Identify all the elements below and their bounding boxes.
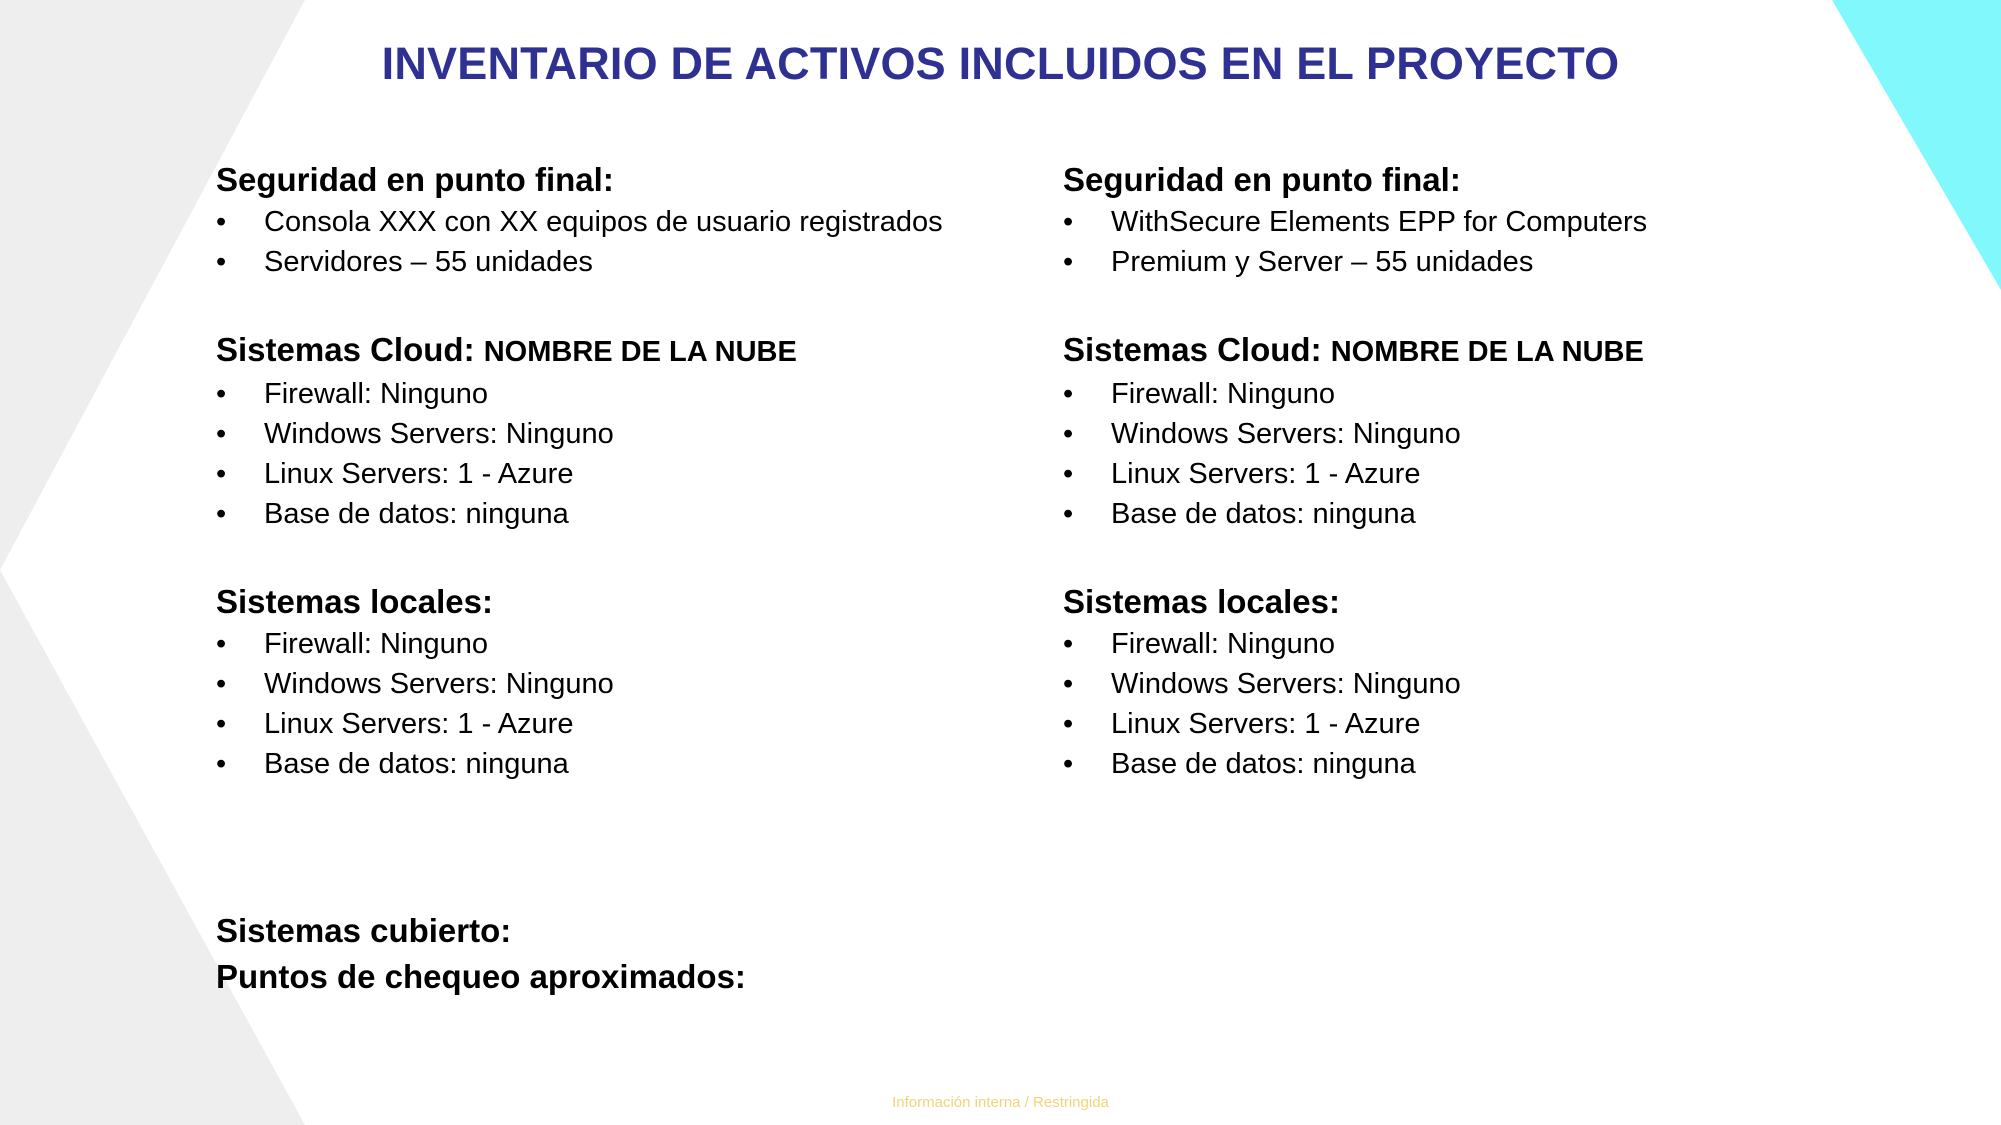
classification-footer: Información interna / Restringida: [892, 1094, 1109, 1111]
left-endpoint-title: Seguridad en punto final:: [216, 161, 614, 198]
bullet-icon: •: [216, 498, 227, 530]
list-item: • Firewall: Ninguno: [1063, 374, 1863, 414]
left-local-list: [216, 624, 1016, 784]
list-item: • Windows Servers: Ninguno: [1063, 414, 1863, 454]
left-cloud-list: [216, 374, 1016, 534]
right-cloud-section: [1063, 330, 1863, 534]
right-cloud-name: NOMBRE DE LA NUBE: [1330, 336, 1644, 368]
list-item: • Windows Servers: Ninguno: [216, 664, 1016, 704]
list-item: • Premium y Server – 55 unidades: [1063, 242, 1863, 282]
bullet-icon: •: [216, 418, 227, 450]
list-item: • Consola XXX con XX equipos de usuario registrados: [216, 202, 1016, 242]
right-endpoint-section: [1063, 160, 1863, 282]
bullet-icon: •: [1063, 748, 1074, 780]
bullet-icon: •: [1063, 708, 1074, 740]
bullet-icon: •: [1063, 246, 1074, 278]
list-item: • Firewall: Ninguno: [216, 374, 1016, 414]
page-title: INVENTARIO DE ACTIVOS INCLUIDOS EN EL PROYECTO: [381, 38, 1620, 89]
bullet-icon: •: [1063, 378, 1074, 410]
bullet-icon: •: [216, 246, 227, 278]
right-local-list: [1063, 624, 1863, 784]
right-local-section: [1063, 582, 1863, 784]
list-item: • Servidores – 55 unidades: [216, 242, 1016, 282]
bullet-icon: •: [216, 458, 227, 490]
bullet-icon: •: [216, 206, 227, 238]
left-cloud-title: Sistemas Cloud: NOMBRE DE LA NUBE: [216, 331, 797, 368]
left-endpoint-list: [216, 202, 1016, 282]
list-item: • Linux Servers: 1 - Azure: [1063, 454, 1863, 494]
bullet-icon: •: [1063, 418, 1074, 450]
bullet-icon: •: [1063, 668, 1074, 700]
checkpoints-label: Puntos de chequeo aproximados:: [216, 958, 746, 995]
right-local-title: Sistemas locales:: [1063, 583, 1340, 620]
left-local-title: Sistemas locales:: [216, 583, 493, 620]
covered-systems-label: Sistemas cubierto:: [216, 912, 512, 949]
left-cloud-name: NOMBRE DE LA NUBE: [483, 336, 797, 368]
list-item: • WithSecure Elements EPP for Computers: [1063, 202, 1863, 242]
bullet-icon: •: [216, 378, 227, 410]
bullet-icon: •: [1063, 628, 1074, 660]
left-cloud-section: [216, 330, 1016, 534]
bullet-icon: •: [216, 668, 227, 700]
right-column: [1063, 160, 1863, 832]
list-item: • Linux Servers: 1 - Azure: [216, 454, 1016, 494]
list-item: • Firewall: Ninguno: [1063, 624, 1863, 664]
bullet-icon: •: [1063, 498, 1074, 530]
bullet-icon: •: [216, 708, 227, 740]
bullet-icon: •: [216, 628, 227, 660]
bullet-icon: •: [216, 748, 227, 780]
right-cloud-list: [1063, 374, 1863, 534]
left-endpoint-section: [216, 160, 1016, 282]
list-item: • Linux Servers: 1 - Azure: [1063, 704, 1863, 744]
right-endpoint-title: Seguridad en punto final:: [1063, 161, 1461, 198]
left-column: [216, 160, 1016, 832]
list-item: • Base de datos: ninguna: [1063, 494, 1863, 534]
list-item: • Base de datos: ninguna: [1063, 744, 1863, 784]
right-cloud-title: Sistemas Cloud: NOMBRE DE LA NUBE: [1063, 331, 1644, 368]
right-endpoint-list: [1063, 202, 1863, 282]
list-item: • Windows Servers: Ninguno: [1063, 664, 1863, 704]
list-item: • Base de datos: ninguna: [216, 494, 1016, 534]
list-item: • Firewall: Ninguno: [216, 624, 1016, 664]
bullet-icon: •: [1063, 458, 1074, 490]
left-local-section: [216, 582, 1016, 784]
list-item: • Base de datos: ninguna: [216, 744, 1016, 784]
summary-block: [216, 908, 746, 1000]
list-item: • Linux Servers: 1 - Azure: [216, 704, 1016, 744]
bullet-icon: •: [1063, 206, 1074, 238]
list-item: • Windows Servers: Ninguno: [216, 414, 1016, 454]
